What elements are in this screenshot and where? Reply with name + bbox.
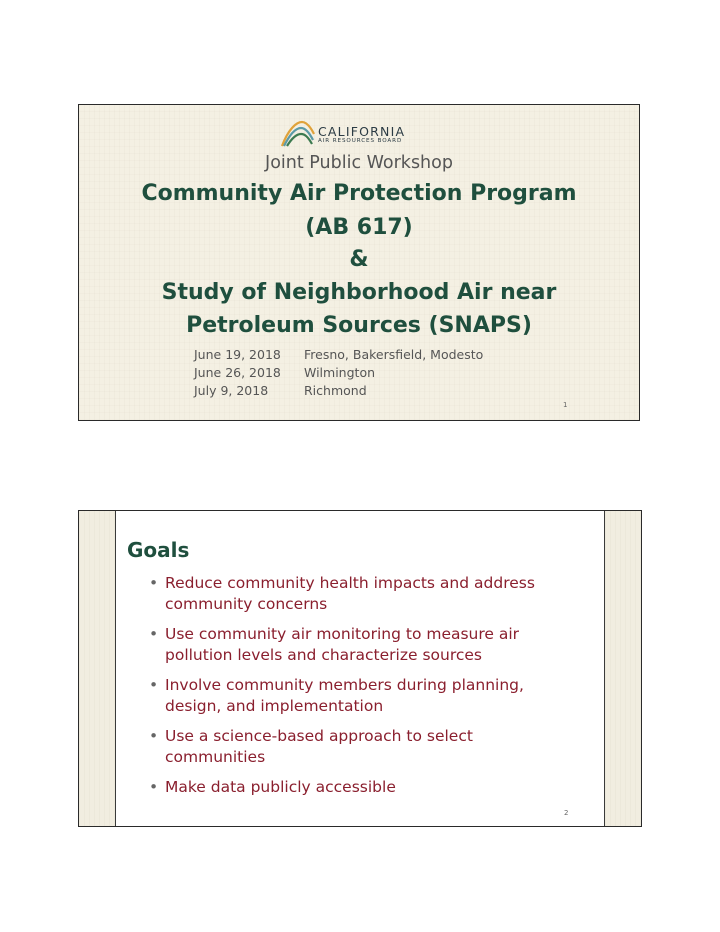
slide-number: 2 [564,809,569,817]
schedule-row [194,347,483,362]
title-line-4: Study of Neighborhood Air near [161,280,557,305]
schedule-date: June 26, 2018 [194,365,281,380]
goals-heading: Goals [127,538,190,562]
goal-item [149,573,569,615]
schedule-row [194,365,375,380]
mountain-sun-icon [280,118,316,148]
title-line-2: (AB 617) [305,215,413,240]
title-line-1: Community Air Protection Program [141,181,577,206]
goal-item [149,675,569,717]
goal-item [149,726,569,768]
goal-text: Reduce community health impacts and address community concerns [165,574,535,613]
goal-item [149,777,569,798]
goals-list [149,573,569,807]
bullet-dot: • [149,727,159,745]
schedule-locations: Richmond [304,383,367,398]
right-decor-strip [604,511,641,826]
logo-name: CALIFORNIA [318,124,406,139]
title-line-3: & [349,247,369,272]
goal-text: Involve community members during planning, design, and implementation [165,676,524,715]
carb-logo [280,118,410,148]
schedule-date: June 19, 2018 [194,347,281,362]
logo-subtitle: AIR RESOURCES BOARD [318,138,403,144]
slide-1 [78,104,640,421]
goal-text: Use a science-based approach to select communities [165,727,473,766]
workshop-label: Joint Public Workshop [265,153,453,173]
schedule-row [194,383,367,398]
schedule-locations: Wilmington [304,365,376,380]
bullet-dot: • [149,778,159,796]
schedule-date: July 9, 2018 [194,383,269,398]
title-line-5: Petroleum Sources (SNAPS) [186,313,532,338]
slide-number: 1 [563,401,568,409]
bullet-dot: • [149,574,159,592]
goal-text: Make data publicly accessible [165,778,396,796]
bullet-dot: • [149,625,159,643]
bullet-dot: • [149,676,159,694]
left-decor-strip [79,511,116,826]
goal-item [149,624,569,666]
schedule-locations: Fresno, Bakersfield, Modesto [304,347,484,362]
goal-text: Use community air monitoring to measure air pollution levels and characterize sources [165,625,520,664]
slide-2 [78,510,642,827]
